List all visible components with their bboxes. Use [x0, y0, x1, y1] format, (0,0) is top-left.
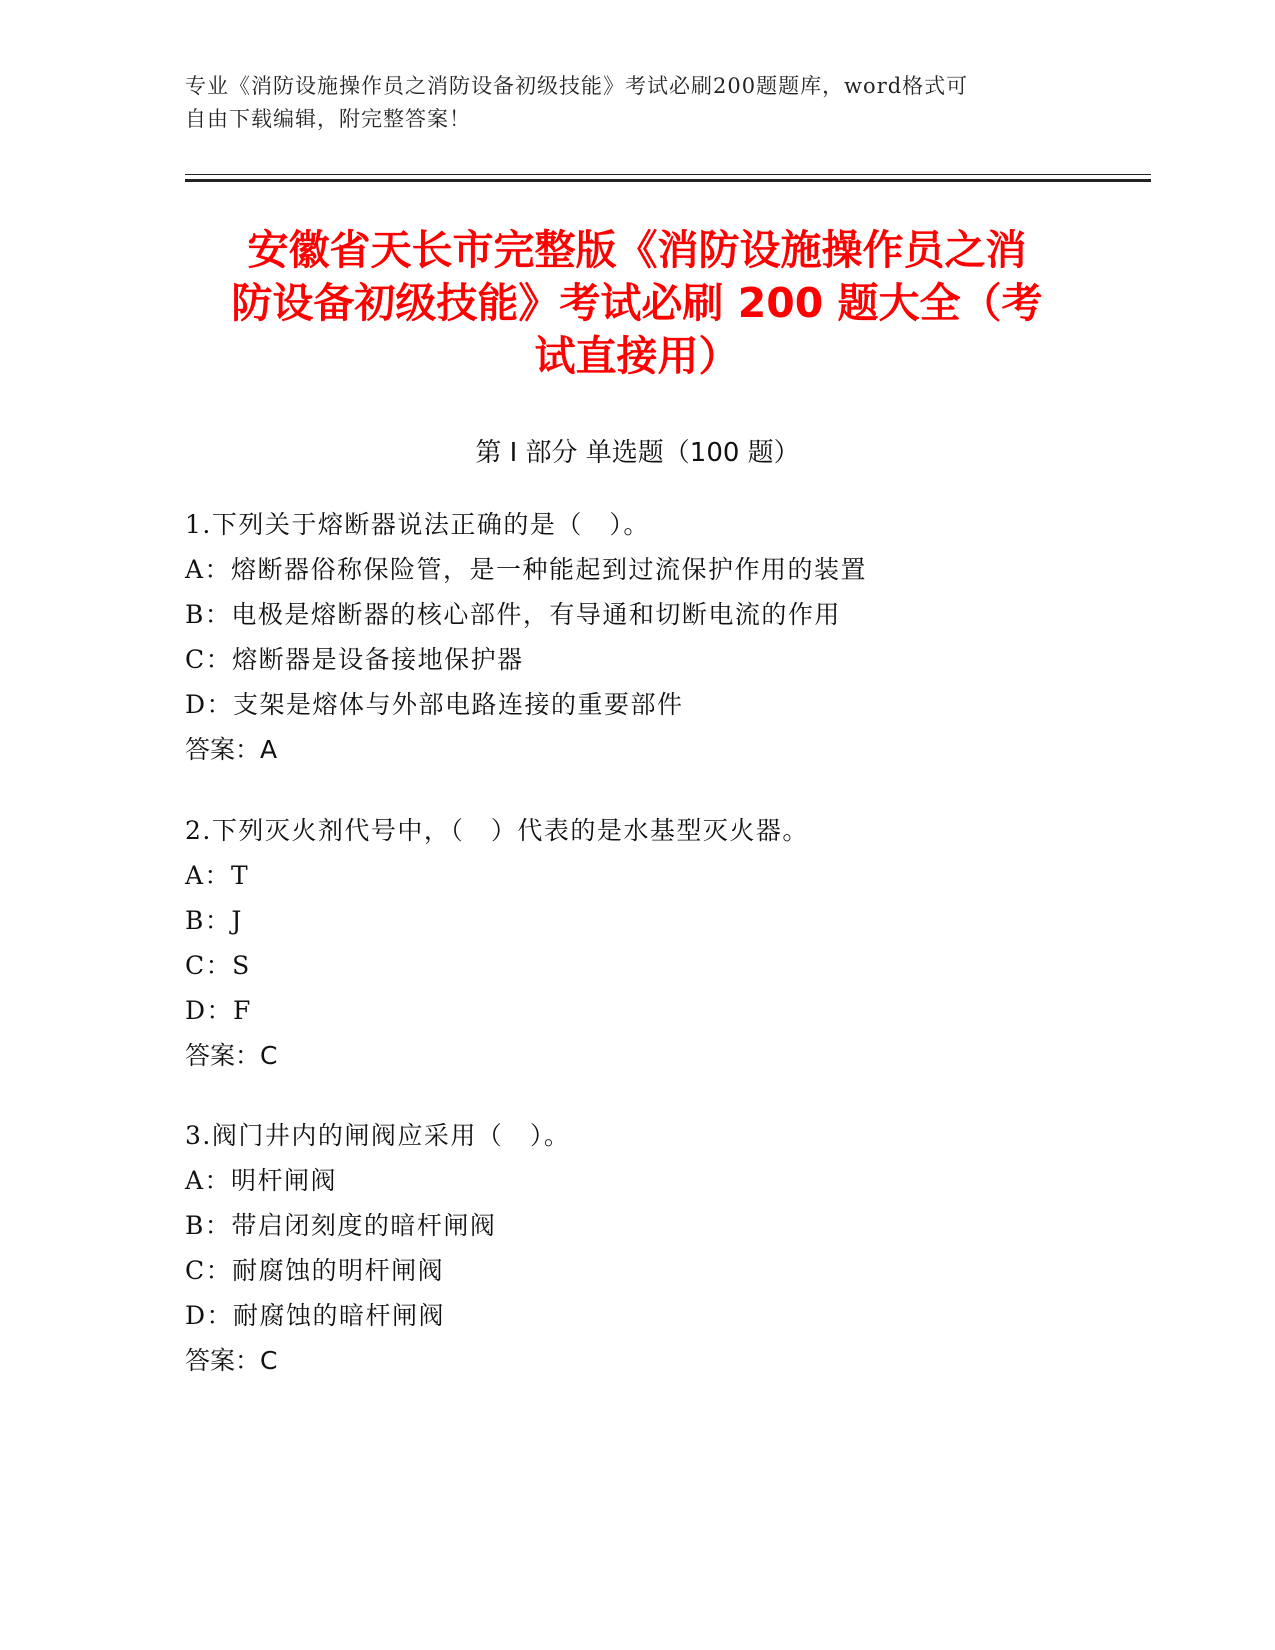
option-c: C：S	[185, 951, 251, 980]
title-line-3: 试直接用）	[534, 332, 740, 380]
option-d: D：耐腐蚀的暗杆闸阀	[185, 1301, 446, 1330]
option-a: A：明杆闸阀	[185, 1166, 338, 1195]
header-note	[185, 70, 1065, 136]
option-a: A：T	[185, 861, 250, 890]
question-3	[185, 1113, 1145, 1383]
header-rule-thin	[185, 174, 1151, 175]
question-1	[185, 502, 1145, 772]
question-2	[185, 808, 1145, 1078]
answer-label: 答案：C	[185, 1346, 278, 1375]
title-line-1: 安徽省天长市完整版《消防设施操作员之消	[247, 226, 1027, 274]
option-a: A：熔断器俗称保险管，是一种能起到过流保护作用的装置	[185, 555, 868, 584]
answer-label: 答案：A	[185, 735, 278, 764]
option-d: D：支架是熔体与外部电路连接的重要部件	[185, 690, 684, 719]
header-rule-thick	[185, 179, 1151, 182]
title-line-2: 防设备初级技能》考试必刷 200 题大全（考	[231, 279, 1043, 327]
header-note-line-2: 自由下载编辑，附完整答案！	[185, 107, 471, 131]
option-d: D：F	[185, 996, 252, 1025]
question-stem: 1.下列关于熔断器说法正确的是（ ）。	[185, 510, 650, 539]
question-stem: 2.下列灭火剂代号中，（ ）代表的是水基型灭火器。	[185, 816, 809, 845]
option-c: C：熔断器是设备接地保护器	[185, 645, 524, 674]
option-b: B：电极是熔断器的核心部件，有导通和切断电流的作用	[185, 600, 841, 629]
option-c: C：耐腐蚀的明杆闸阀	[185, 1256, 445, 1285]
document-title	[190, 224, 1084, 383]
answer-label: 答案：C	[185, 1041, 278, 1070]
section-heading: 第 I 部分 单选题（100 题）	[475, 438, 800, 468]
question-stem: 3.阀门井内的闸阀应采用（ ）。	[185, 1121, 571, 1150]
option-b: B：带启闭刻度的暗杆闸阀	[185, 1211, 497, 1240]
option-b: B：J	[185, 906, 243, 935]
header-note-line-1: 专业《消防设施操作员之消防设备初级技能》考试必刷200题题库，word格式可	[185, 74, 969, 98]
